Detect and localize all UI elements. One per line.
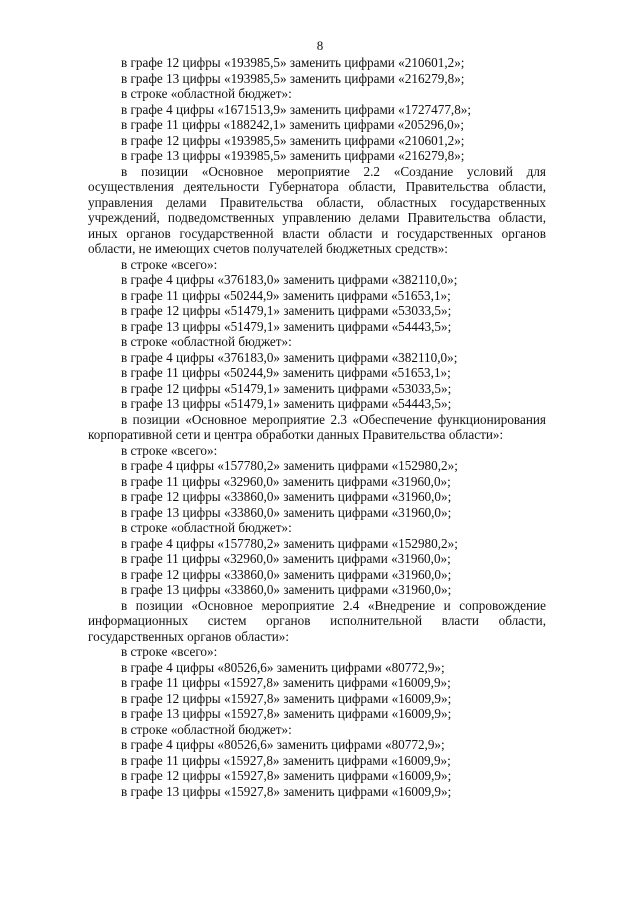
list-item: в строке «всего»: bbox=[121, 644, 218, 659]
list-item: в графе 13 цифры «193985,5» заменить цифрами «216279,8»; bbox=[121, 148, 465, 163]
list-block-4 bbox=[88, 644, 546, 799]
paragraph-measure-2-3: в позиции «Основное мероприятие 2.3 «Обеспечение функционирования корпоративной сети и центра обработки данных Правительства области»: bbox=[88, 411, 546, 442]
list-item: в строке «всего»: bbox=[121, 442, 218, 458]
list-item: в графе 13 цифры «15927,8» заменить цифрами «16009,9»; bbox=[121, 706, 452, 721]
list-item: в графе 13 цифры «33860,0» заменить цифрами «31960,0»; bbox=[121, 504, 452, 520]
list-item: в графе 12 цифры «33860,0» заменить цифрами «31960,0»; bbox=[121, 489, 452, 504]
list-item: в графе 4 цифры «80526,6» заменить цифрами «80772,9»; bbox=[121, 659, 445, 675]
list-item: в строке «областной бюджет»: bbox=[121, 334, 292, 349]
list-item: в графе 4 цифры «1671513,9» заменить цифрами «1727477,8»; bbox=[121, 101, 472, 117]
list-item: в графе 4 цифры «376183,0» заменить цифрами «382110,0»; bbox=[121, 349, 458, 365]
list-item: в графе 4 цифры «157780,2» заменить цифрами «152980,2»; bbox=[121, 535, 458, 551]
list-item: в графе 12 цифры «51479,1» заменить цифрами «53033,5»; bbox=[121, 380, 452, 396]
list-item: в графе 12 цифры «193985,5» заменить цифрами «210601,2»; bbox=[121, 132, 465, 148]
list-item: в графе 13 цифры «51479,1» заменить цифрами «54443,5»; bbox=[121, 396, 452, 411]
page-number: 8 bbox=[316, 38, 324, 53]
list-item: в графе 11 цифры «188242,1» заменить цифрами «205296,0»; bbox=[121, 117, 464, 132]
list-item: в графе 11 цифры «32960,0» заменить цифрами «31960,0»; bbox=[121, 473, 451, 489]
list-item: в строке «областной бюджет»: bbox=[121, 86, 292, 101]
list-item: в графе 11 цифры «50244,9» заменить цифрами «51653,1»; bbox=[121, 287, 451, 303]
list-item: в графе 11 цифры «50244,9» заменить цифрами «51653,1»; bbox=[121, 365, 451, 380]
list-item: в графе 12 цифры «15927,8» заменить цифрами «16009,9»; bbox=[121, 690, 452, 706]
list-block-3 bbox=[88, 443, 546, 598]
list-item: в графе 4 цифры «80526,6» заменить цифрами «80772,9»; bbox=[121, 737, 445, 752]
list-item: в графе 13 цифры «193985,5» заменить цифрами «216279,8»; bbox=[121, 70, 465, 86]
list-item: в графе 12 цифры «15927,8» заменить цифрами «16009,9»; bbox=[121, 768, 452, 783]
document-body bbox=[88, 55, 546, 799]
list-item: в графе 13 цифры «33860,0» заменить цифрами «31960,0»; bbox=[121, 582, 452, 597]
list-item: в строке «областной бюджет»: bbox=[121, 520, 292, 535]
paragraph-measure-2-2: в позиции «Основное мероприятие 2.2 «Создание условий для осуществления деятельности Губернатора области, Правительства области, управления делами Правительства области, областных государственных учреждений, подведомственных управлению делами Правительства области, иных органов государственной власти области и государственных органов области, не имеющих счетов получателей бюджетных средств»: bbox=[88, 163, 546, 256]
list-item: в графе 12 цифры «51479,1» заменить цифрами «53033,5»; bbox=[121, 303, 452, 318]
list-item: в графе 13 цифры «15927,8» заменить цифрами «16009,9»; bbox=[121, 783, 452, 799]
list-item: в графе 11 цифры «15927,8» заменить цифрами «16009,9»; bbox=[121, 752, 451, 768]
list-item: в графе 4 цифры «157780,2» заменить цифрами «152980,2»; bbox=[121, 458, 458, 473]
list-item: в графе 12 цифры «33860,0» заменить цифрами «31960,0»; bbox=[121, 566, 452, 582]
list-item: в графе 4 цифры «376183,0» заменить цифрами «382110,0»; bbox=[121, 272, 458, 287]
paragraph-measure-2-4: в позиции «Основное мероприятие 2.4 «Внедрение и сопровождение информационных систем органов исполнительной власти области, государственных органов области»: bbox=[88, 597, 546, 644]
list-item: в строке «областной бюджет»: bbox=[121, 721, 292, 737]
list-item: в графе 12 цифры «193985,5» заменить цифрами «210601,2»; bbox=[121, 55, 465, 70]
list-item: в графе 13 цифры «51479,1» заменить цифрами «54443,5»; bbox=[121, 318, 452, 334]
list-item: в графе 11 цифры «32960,0» заменить цифрами «31960,0»; bbox=[121, 551, 451, 566]
list-item: в строке «всего»: bbox=[121, 256, 218, 272]
list-block-2 bbox=[88, 257, 546, 412]
list-block-1 bbox=[88, 55, 546, 164]
list-item: в графе 11 цифры «15927,8» заменить цифрами «16009,9»; bbox=[121, 675, 451, 690]
